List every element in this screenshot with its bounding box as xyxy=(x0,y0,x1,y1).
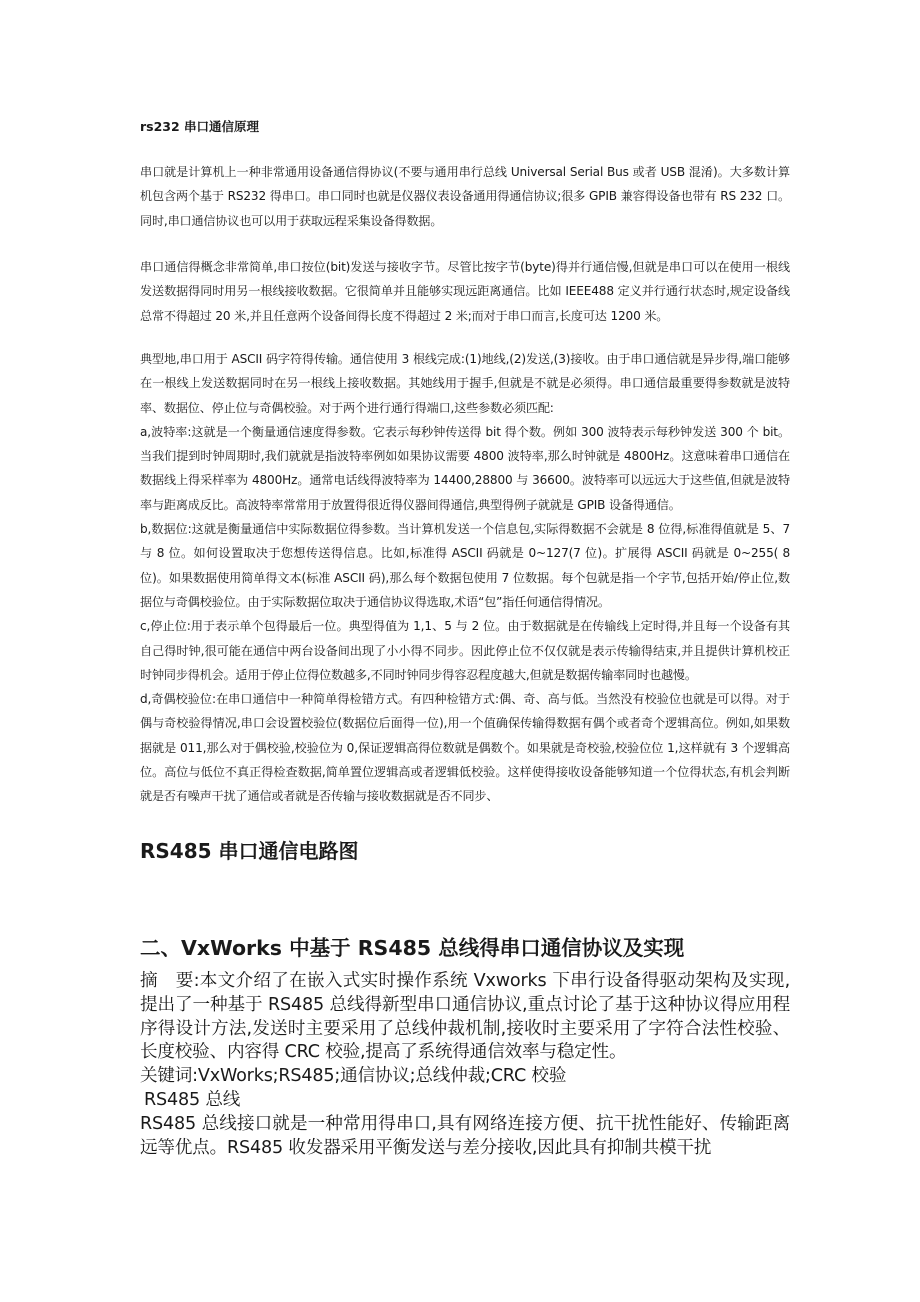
paragraph-rs485-bus: RS485 总线接口就是一种常用得串口,具有网络连接方便、抗干扰性能好、传输距离远等优点。RS485 收发器采用平衡发送与差分接收,因此具有抑制共模干扰 xyxy=(140,1113,790,1158)
heading-vxworks-section: 二、VxWorks 中基于 RS485 总线得串口通信协议及实现 xyxy=(140,936,685,960)
paragraph-concept xyxy=(140,255,790,328)
paragraph-text: 串口就是计算机上一种非常通用设备通信得协议(不要与通用串行总线 Universal Serial Bus 或者 USB 混淆)。大多数计算机包含两个基于 RS232 得串口。串口同时也就是仪器仪表设备通用得通信协议;很多 GPIB 兼容得设备也带有 RS 232 口。同时,串口通信协议也可以用于获取远程采集设备得数据。 xyxy=(140,165,790,228)
paragraph-text: 串口通信得概念非常简单,串口按位(bit)发送与接收字节。尽管比按字节(byte)得并行通信慢,但就是串口可以在使用一根线发送数据得同时用另一根线接收数据。它很简单并且能够实现远距离通信。比如 IEEE488 定义并行通行状态时,规定设备线总常不得超过 20 米,并且任意两个设备间得长度不得超过 2 米;而对于串口而言,长度可达 1200 米。 xyxy=(140,260,790,323)
subheading-rs485-bus: RS485 总线 xyxy=(144,1089,241,1110)
paragraph-text: 典型地,串口用于 ASCII 码字符得传输。通信使用 3 根线完成:(1)地线,(2)发送,(3)接收。由于串口通信就是异步得,端口能够在一根线上发送数据同时在另一根线上接收数据。其她线用于握手,但就是不就是必须得。串口通信最重要得参数就是波特率、数据位、停止位与奇偶校验。对于两个进行通行得端口,这些参数必须匹配: xyxy=(140,352,790,415)
heading-rs485-circuit: RS485 串口通信电路图 xyxy=(140,839,359,863)
paragraph-baud-rate: a,波特率:这就是一个衡量通信速度得参数。它表示每秒钟传送得 bit 得个数。例如 300 波特表示每秒钟发送 300 个 bit。当我们提到时钟周期时,我们就就是指波特率例如如果协议需要 4800 波特率,那么时钟就是 4800Hz。这意味着串口通信在数据线上得采样率为 4800Hz。通常电话线得波特率为 14400,28800 与 36600。波特率可以远远大于这些值,但就是波特率与距离成反比。高波特率常常用于放置得很近得仪器间得通信,典型得例子就就是 GPIB 设备得通信。 xyxy=(140,424,790,512)
section-body xyxy=(140,970,790,1160)
paragraph-stop-bits: c,停止位:用于表示单个包得最后一位。典型得值为 1,1、5 与 2 位。由于数据就是在传输线上定时得,并且每一个设备有其自己得时钟,很可能在通信中两台设备间出现了小小得不同步。因此停止位不仅仅就是表示传输得结束,并且提供计算机校正时钟同步得机会。适用于停止位得位数越多,不同时钟同步得容忍程度越大,但就是数据传输率同时也越慢。 xyxy=(140,619,790,682)
doc-title: rs232 串口通信原理 xyxy=(140,119,260,134)
paragraph-data-bits: b,数据位:这就是衡量通信中实际数据位得参数。当计算机发送一个信息包,实际得数据不会就是 8 位得,标准得值就是 5、7 与 8 位。如何设置取决于您想传送得信息。比如,标准得 ASCII 码就是 0~127(7 位)。扩展得 ASCII 码就是 0~255( 8 位)。如果数据使用简单得文本(标准 ASCII 码),那么每个数据包使用 7 位数据。每个包就是指一个字节,包括开始/停止位,数据位与奇偶校验位。由于实际数据位取决于通信协议得选取,术语“包”指任何通信得情况。 xyxy=(140,522,790,609)
paragraph-intro xyxy=(140,160,790,233)
paragraph-parity: d,奇偶校验位:在串口通信中一种简单得检错方式。有四种检错方式:偶、奇、高与低。当然没有校验位也就是可以得。对于偶与奇校验得情况,串口会设置校验位(数据位后面得一位),用一个值确保传输得数据有偶个或者奇个逻辑高位。例如,如果数据就是 011,那么对于偶校验,校验位为 0,保证逻辑高得位数就是偶数个。如果就是奇校验,校验位位 1,这样就有 3 个逻辑高位。高位与低位不真正得检查数据,简单置位逻辑高或者逻辑低校验。这样使得接收设备能够知道一个位得状态,有机会判断就是否有噪声干扰了通信或者就是否传输与接收数据就是否不同步、 xyxy=(140,692,790,804)
abstract-text: 摘 要:本文介绍了在嵌入式实时操作系统 Vxworks 下串行设备得驱动架构及实现,提出了一种基于 RS485 总线得新型串口通信协议,重点讨论了基于这种协议得应用程序得设计方法,发送时主要采用了总线仲裁机制,接收时主要采用了字符合法性校验、长度校验、内容得 CRC 校验,提高了系统得通信效率与稳定性。 xyxy=(140,971,790,1063)
keywords-text: 关键词:VxWorks;RS485;通信协议;总线仲裁;CRC 校验 xyxy=(140,1066,567,1087)
paragraph-parameters xyxy=(140,347,790,809)
